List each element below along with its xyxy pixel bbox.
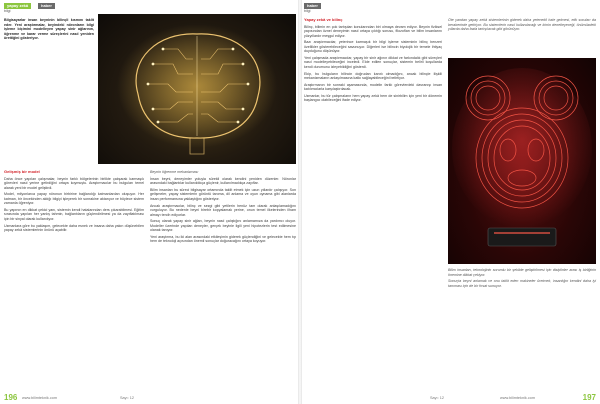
paragraph: Bilim insanları bu süreci bilgisayar ortamında taklit etmek için uzun yıllardır çalışıyor. Son gelişmeler, yapay sistemlerin görüntü tanıma, dil anlama ve oyun oynama gibi alanlarda insan performansına yaklaştığını gösteriyor. xyxy=(150,187,296,201)
footer-issue: Sayı: 12 xyxy=(430,396,444,400)
paragraph: Bilim insanları, teknolojinin sorumlu bir şekilde geliştirilmesi için disiplinler arası iş birliğinin önemine dikkat çekiyor. xyxy=(448,268,596,277)
col1-heading: Gelişmiş bir model xyxy=(4,169,40,174)
right-column-2-bottom xyxy=(448,268,596,290)
col1-heading: Yapay zekâ ve bilinç xyxy=(304,17,343,22)
page-number: 197 xyxy=(582,393,596,402)
right-page xyxy=(300,0,600,404)
paragraph: Yeni araştırma, bu iki alan arasındaki etkileşimin giderek güçlendiğini ve gelecekte hem tıp hem de teknoloji açısından önemli sonuçlar doğuracağını ortaya koyuyor. xyxy=(150,234,296,244)
paragraph: Yeni çalışmada araştırmacılar, yapay bir sinir ağının dikkat ve farkındalık gibi süreçleri nasıl modelleyebileceğini inceledi. Elde edilen sonuçlar, sistemin belirli koşullarda kendi durumunu izleyebildiğini gösterdi. xyxy=(304,55,442,69)
paragraph: Ekip, bu bulguların bilincin doğrudan kanıtı olmadığını, ancak bilinçle ilişkili mekanizmaların anlaşılmasına katkı sağlayabileceğini belirtiyor. xyxy=(304,71,442,81)
paragraph: İnsan beyni, deneyimler yoluyla sürekli olarak kendini yeniden düzenler. Nöronlar arasındaki bağlantılar kullanıldıkça güçlenir, kullanılmadıkça zayıflar. xyxy=(150,176,296,186)
illusion-lamp-illustration xyxy=(448,58,596,264)
paragraph: Sonuçta beyni anlamak ve onu taklit eden makineler üretmek, insanlığın kendini daha iyi tanıması için de bir fırsat sunuyor. xyxy=(448,279,596,288)
paragraph: Uzmanlara göre bu yaklaşım, gelecekte daha esnek ve insana daha yakın düşünebilen yapay zekâ sistemlerinin önünü açabilir. xyxy=(4,223,144,233)
footer-site: www.bilimteknik.com xyxy=(500,396,536,400)
paragraph: Bazı araştırmacılar, yeterince karmaşık bir bilgi işleme sisteminin bilinç benzeri özellikler gösterebileceğini savunuyor. Diğerleri ise bilincin biyolojik bir temele ihtiyaç duyduğunu düşünüyor. xyxy=(304,40,442,54)
brain-circuit-illustration xyxy=(98,14,296,164)
paragraph: Ancak araştırmacılar, bilinç ve sezgi gibi yetilerin henüz tam olarak anlaşılamadığını vurguluyor. Bu nedenle beyni birebir kopyalamak yerine, onun temel ilkelerinden ilham almayı tercih ediyorlar. xyxy=(150,203,296,217)
section-sub-tab: haber xyxy=(38,3,55,9)
intro-paragraph: Bilgisayarlar insan beyninin bilinçli kısmını taklit eder. Yeni araştırmalar, beyindeki nöronların bilgi işleme biçimini modelleyen yapay sinir ağlarının, öğrenme ve karar verme süreçlerini nasıl yeniden ürettiğini gösteriyor. xyxy=(4,18,94,40)
paragraph: Sonuç olarak yapay sinir ağları, beynin nasıl çalıştığını anlamamıza da yardımcı oluyor. Modeller üzerinde yapılan deneyler, gerçek beyinle ilgili yeni hipotezlerin test edilmesine olanak tanıyor. xyxy=(150,219,296,233)
footer-issue: Sayı: 12 xyxy=(120,396,134,400)
left-column-2 xyxy=(150,170,296,246)
illusion-lamp-image xyxy=(448,58,596,264)
left-column-1 xyxy=(4,170,144,235)
paragraph: Bu yapının en dikkat çekici yanı, sistemin kendi hatalarından ders çıkarabilmesi. Eğitim sırasında yapılan her yanlış tahmin, bağlantıların güçlendirilmesi ya da zayıflatılması için bir sinyal olarak kullanılıyor. xyxy=(4,207,144,221)
brain-circuit-image xyxy=(98,14,296,164)
paragraph: Araştırmanın bir sonraki aşamasında, modelin farklı görevlerdeki davranışı insan katılımcılarla karşılaştırılacak. xyxy=(304,82,442,92)
footer-site: www.bilimteknik.com xyxy=(22,396,58,400)
right-column-2-top xyxy=(448,18,596,34)
paragraph: Beynin öğrenme mekanizması xyxy=(150,170,199,174)
paragraph: Bilinç, bilimin en çok tartışılan konularından biri olmaya devam ediyor. Beynin fiziksel yapısından öznel deneyimin nasıl ortaya çıktığı sorusu, filozofları ve bilim insanlarını yüzyıllardır meşgul ediyor. xyxy=(304,24,442,38)
page-number: 196 xyxy=(4,393,18,402)
section-tab: haber xyxy=(304,3,321,9)
section-subtitle: bilgi xyxy=(304,9,311,13)
right-column-1 xyxy=(304,18,442,105)
section-subtitle: bilgi xyxy=(4,9,11,13)
paragraph: Model, milyonlarca yapay nöronun birbirine bağlandığı katmanlardan oluşuyor. Her katman, bir öncekinden aldığı bilgiyi işleyerek bir sonrakine aktarıyor ve böylece sistem zamanla öğreniyor. xyxy=(4,192,144,206)
paragraph: Daha önce yapılan çalışmalar, beynin farklı bölgelerinin birlikte çalışarak karmaşık görevleri nasıl yerine getirdiğini ortaya koymuştu. Araştırmacılar bu bulguları temel alarak yeni bir model geliştirdi. xyxy=(4,176,144,190)
intro-text xyxy=(4,18,94,43)
paragraph: Öte yandan yapay zekâ sistemlerinin giderek daha yetenekli hale gelmesi, etik soruları da beraberinde getiriyor. Bu sistemlerin nasıl kullanılacağı ve kimin denetleyeceği, önümüzdeki yıllarda daha fazla tartışılacak gibi görünüyor. xyxy=(448,18,596,31)
paragraph: Uzmanlar, bu tür çalışmaların hem yapay zekâ hem de sinirbilim için yeni bir dönemin başlangıcı olabileceğini ifade ediyor. xyxy=(304,93,442,103)
section-tab: yapay zekâ xyxy=(4,3,31,9)
